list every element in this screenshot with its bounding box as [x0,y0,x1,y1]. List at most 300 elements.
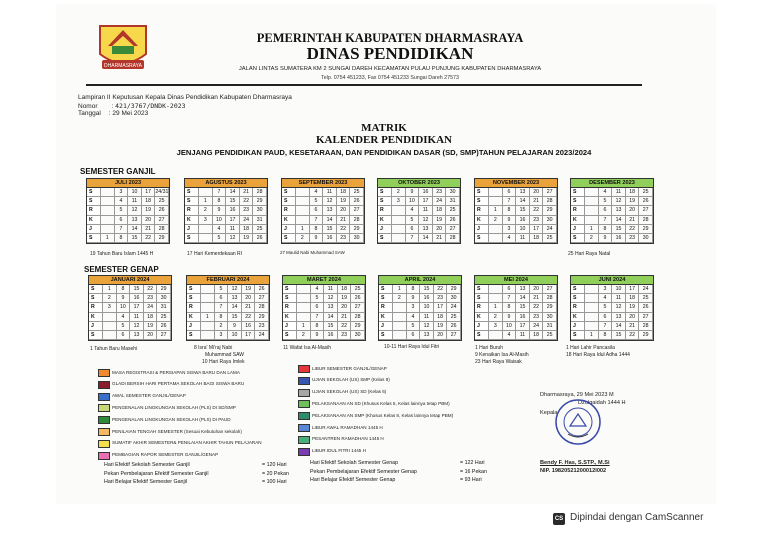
legend-swatch [298,424,310,432]
date-cell: 7 [311,313,325,322]
date-cell: 30 [543,313,557,322]
date-cell: 2 [392,188,406,197]
date-cell: 21 [242,303,256,312]
date-cell [392,225,406,234]
month-title: FEBRUARI 2024 [186,275,270,285]
month-grid [282,285,366,341]
day-label: K [89,313,103,322]
date-cell: 15 [612,331,626,340]
date-cell: 13 [612,206,626,215]
date-cell: 5 [215,285,229,294]
day-label: S [475,197,489,206]
legend-label: PELAKSANAAN AN SMP (Khusus Kelas 8, Kelas lainnya tetap PBM) [312,412,454,418]
date-cell: 25 [639,188,653,197]
day-label: S [283,331,297,340]
date-cell: 29 [639,331,653,340]
legend-swatch [298,448,310,456]
date-cell: 20 [144,331,158,340]
date-cell: 5 [407,322,421,331]
date-cell: 8 [117,285,131,294]
date-cell: 13 [323,206,337,215]
date-cell: 30 [639,234,653,243]
agency-contact: Telp. 0754 451233, Fax 0754 451233 Sungai Dareh 27573 [321,75,459,81]
date-cell: 27 [639,313,653,322]
date-cell: 21 [433,234,447,243]
date-cell: 23 [337,234,351,243]
legend-label: AWAL SEMESTER GANJIL/GENAP [112,393,186,399]
date-cell: 15 [324,322,338,331]
day-label: S [475,331,489,340]
date-cell: 26 [253,234,267,243]
date-cell: 14 [324,313,338,322]
date-cell [199,225,213,234]
date-cell: 3 [199,216,213,225]
date-cell [585,285,599,294]
date-cell: 19 [626,303,640,312]
month-title: JANUARI 2024 [88,275,172,285]
date-cell: 21 [626,216,640,225]
date-cell: 22 [142,234,156,243]
date-cell: 10 [406,197,420,206]
date-cell: 19 [338,294,352,303]
legend-label: LIBUR IDUL FITRI 1445 H [312,448,366,454]
date-cell: 15 [130,285,144,294]
date-cell: 2 [199,206,213,215]
note-april: 10-11 Hari Raya Idul Fitri [384,344,440,350]
date-cell [296,197,310,206]
month-grid [377,188,461,244]
date-cell: 25 [543,331,557,340]
day-label: S [378,188,392,197]
date-cell: 29 [155,234,169,243]
date-cell: 24/31 [155,188,169,197]
month-grid [570,285,654,341]
month-calendar [88,275,172,341]
date-cell [392,206,406,215]
note-maret: 11 Wafat Isa Al-Masih [283,345,332,351]
date-cell: 21 [338,313,352,322]
day-label: R [283,303,297,312]
summary-label: Hari Belajar Efektif Semester Genap [310,477,396,483]
date-cell [489,285,503,294]
legend-swatch [98,381,110,389]
date-cell: 25 [350,188,364,197]
date-cell [585,303,599,312]
date-cell: 23 [530,313,544,322]
date-cell: 11 [612,188,626,197]
date-cell: 24 [144,303,158,312]
legend-label: MASA REGISTRASI & PERSIAPAN SISWA BARU DAN LAMA [112,369,240,375]
date-cell: 29 [157,285,171,294]
date-cell: 9 [599,234,613,243]
date-cell: 4 [311,285,325,294]
signature-hijri: Dzulqaidah 1444 H [578,400,626,406]
day-label: R [87,206,101,215]
date-cell: 4 [310,188,324,197]
date-cell: 15 [516,303,530,312]
date-cell: 1 [199,197,213,206]
date-cell: 9 [503,313,517,322]
date-cell: 4 [115,197,129,206]
summary-value: = 93 Hari [460,477,482,483]
signature-nip: NIP. 19820521200012I002 [540,468,607,474]
date-cell: 10 [213,216,227,225]
day-label: J [283,322,297,331]
official-stamp [554,398,602,446]
date-cell [585,197,599,206]
date-cell: 16 [242,322,256,331]
day-label: S [379,331,393,340]
date-cell: 12 [612,197,626,206]
date-cell: 5 [599,303,613,312]
reference-nomor: Nomor : 421/3767/DNDK-2023 [78,102,186,110]
date-cell: 8 [503,206,517,215]
signature-role: Kepala [540,410,558,416]
day-label: J [89,322,103,331]
date-cell: 10 [420,303,434,312]
date-cell: 27 [447,331,461,340]
date-cell: 19 [240,234,254,243]
month-calendar [184,178,268,244]
date-cell: 29 [543,303,557,312]
date-cell: 15 [228,313,242,322]
date-cell: 19 [626,197,640,206]
day-label: S [379,285,393,294]
date-cell: 15 [612,225,626,234]
semester-genap-label: SEMESTER GENAP [84,265,159,274]
date-cell: 16 [226,206,240,215]
day-label: S [571,197,585,206]
day-label: K [571,313,585,322]
date-cell: 2 [489,216,503,225]
date-cell: 8 [213,197,227,206]
date-cell: 22 [626,331,640,340]
date-cell: 7 [115,225,129,234]
legend-swatch [98,428,110,436]
day-label: R [187,303,201,312]
date-cell: 2 [296,234,310,243]
date-cell: 9 [406,188,420,197]
date-cell [199,234,213,243]
date-cell [393,303,407,312]
date-cell: 26 [447,322,461,331]
date-cell: 4 [599,188,613,197]
date-cell [585,322,599,331]
day-label: S [475,285,489,294]
date-cell: 9 [503,216,517,225]
day-label: S [282,197,296,206]
month-title: AGUSTUS 2023 [184,178,268,188]
date-cell [101,225,115,234]
date-cell: 29 [639,225,653,234]
date-cell: 20 [626,313,640,322]
date-cell: 18 [337,188,351,197]
logo-text: DHARMASRAYA [104,63,142,69]
date-cell: 20 [338,303,352,312]
date-cell [296,216,310,225]
date-cell: 13 [420,331,434,340]
date-cell: 1 [297,322,311,331]
day-label: K [571,216,585,225]
day-label: S [571,331,585,340]
day-label: K [185,216,199,225]
date-cell: 23 [144,294,158,303]
day-label: K [475,313,489,322]
date-cell: 2 [297,331,311,340]
date-cell: 8 [503,303,517,312]
day-label: S [282,188,296,197]
day-label: S [379,294,393,303]
day-label: S [87,234,101,243]
date-cell: 9 [117,294,131,303]
date-cell: 7 [310,216,324,225]
date-cell [585,313,599,322]
date-cell [101,197,115,206]
date-cell: 8 [311,322,325,331]
semester-ganjil-label: SEMESTER GANJIL [80,167,156,176]
date-cell: 11 [516,331,530,340]
date-cell: 20 [530,188,544,197]
date-cell: 12 [420,322,434,331]
date-cell: 3 [115,188,129,197]
date-cell: 11 [419,206,433,215]
legend-label: PELAKSANAAN AN SD (Khusus Kelas 5, Kelas lainnya tetap PBM) [312,400,450,406]
month-title: NOVEMBER 2023 [474,178,558,188]
date-cell: 9 [228,322,242,331]
day-label: S [282,234,296,243]
date-cell: 18 [338,285,352,294]
date-cell: 3 [599,285,613,294]
month-grid [186,285,270,341]
camscanner-icon: CS [553,513,565,525]
month-calendar [570,275,654,341]
day-label: S [475,294,489,303]
month-calendar [378,275,462,341]
note-agustus: 17 Hari Kemerdekaan RI [187,251,243,257]
summary-label: Pekan Pembelajaran Efektif Semester Ganjil [104,470,209,477]
date-cell: 6 [503,285,517,294]
month-title: OKTOBER 2023 [377,178,461,188]
date-cell: 27 [543,188,557,197]
date-cell: 25 [351,285,365,294]
date-cell: 7 [213,188,227,197]
date-cell: 17 [626,285,640,294]
date-cell: 12 [612,303,626,312]
date-cell [103,331,117,340]
date-cell: 29 [351,322,365,331]
month-grid [88,285,172,341]
day-label: S [283,294,297,303]
date-cell: 3 [215,331,229,340]
date-cell: 27 [446,225,460,234]
month-grid [570,188,654,244]
legend-label: UJIAN SEKOLAH (US) SMP (Kelas 9) [312,377,390,383]
date-cell: 16 [323,234,337,243]
date-cell: 19 [337,197,351,206]
day-label: S [89,294,103,303]
date-cell: 15 [516,206,530,215]
legend-swatch [98,452,110,460]
day-label: R [185,206,199,215]
day-label: S [571,294,585,303]
date-cell: 14 [612,322,626,331]
date-cell: 31 [253,216,267,225]
legend-label: PENGENALAN LINGKUNGAN SEKOLAH (PLS) DI SD/SMP [112,404,236,410]
date-cell: 2 [215,322,229,331]
summary-label: Hari Belajar Efektif Semester Ganjil [104,479,188,485]
month-grid [378,285,462,341]
date-cell: 13 [128,216,142,225]
note-februari-2: Muhammad SAW [205,352,244,358]
date-cell: 28 [350,216,364,225]
day-label: J [282,225,296,234]
date-cell: 8 [407,285,421,294]
date-cell: 3 [407,303,421,312]
date-cell: 17 [142,188,156,197]
month-grid [474,188,558,244]
date-cell: 12 [130,322,144,331]
date-cell: 25 [155,197,169,206]
day-label: R [475,303,489,312]
month-calendar [474,178,558,244]
date-cell: 13 [324,303,338,312]
note-desember: 25 Hari Raya Natal [568,251,611,257]
note-januari: 1 Tahun Baru Masehi [90,346,138,352]
date-cell [101,188,115,197]
date-cell [393,322,407,331]
date-cell: 28 [351,313,365,322]
day-label: S [571,234,585,243]
date-cell: 29 [350,225,364,234]
date-cell: 8 [215,313,229,322]
date-cell: 5 [115,206,129,215]
date-cell: 31 [446,197,460,206]
date-cell: 20 [433,225,447,234]
date-cell: 9 [310,234,324,243]
legend-swatch [298,389,310,397]
legend-label: PESANTREN RAMADHAN 1445 H [312,436,384,442]
date-cell: 26 [351,294,365,303]
date-cell: 22 [338,322,352,331]
date-cell: 1 [585,331,599,340]
date-cell: 30 [446,188,460,197]
letterhead-divider [86,84,642,86]
date-cell: 6 [406,225,420,234]
day-label: K [282,216,296,225]
day-label: J [379,322,393,331]
date-cell: 26 [639,303,653,312]
date-cell: 30 [447,294,461,303]
date-cell: 1 [489,206,503,215]
day-label: S [378,234,392,243]
date-cell: 27 [639,206,653,215]
date-cell: 13 [419,225,433,234]
date-cell: 8 [310,225,324,234]
date-cell [489,197,503,206]
note-juli: 19 Tahun Baru Islam 1445 H [90,251,154,257]
day-label: S [378,197,392,206]
date-cell [201,322,215,331]
note-mei-1: 1 Hari Buruh [475,345,504,351]
date-cell [585,216,599,225]
date-cell: 22 [530,303,544,312]
date-cell: 10 [503,322,517,331]
date-cell: 11 [612,294,626,303]
day-label: K [378,216,392,225]
day-label: R [379,303,393,312]
date-cell [489,234,503,243]
date-cell: 26 [446,216,460,225]
month-title: APRIL 2024 [378,275,462,285]
date-cell [489,294,503,303]
date-cell: 8 [599,225,613,234]
date-cell: 2 [393,294,407,303]
date-cell [201,303,215,312]
date-cell [296,206,310,215]
date-cell: 21 [626,322,640,331]
date-cell: 13 [612,313,626,322]
reference-line: Lampiran II Keputusan Kepala Dinas Pendidikan Kabupaten Dharmasraya [78,94,292,101]
date-cell: 27 [543,285,557,294]
day-label: S [187,294,201,303]
legend-swatch [98,440,110,448]
date-cell: 22 [434,285,448,294]
date-cell: 1 [296,225,310,234]
date-cell: 13 [228,294,242,303]
date-cell: 1 [201,313,215,322]
date-cell [585,294,599,303]
legend-label: LIBUR SEMESTER GANJIL/GENAP [312,365,387,371]
date-cell: 24 [433,197,447,206]
month-calendar [282,275,366,341]
date-cell: 19 [434,322,448,331]
date-cell [393,313,407,322]
date-cell [201,285,215,294]
note-juni-2: 18 Hari Raya Idul Adha 1444 [566,352,630,358]
title-jenjang: JENJANG PENDIDIKAN PAUD, KESETARAAN, DAN PENDIDIKAN DASAR (SD, SMP)TAHUN PELAJARAN 2023/2024 [176,148,592,157]
note-mei-2: 9 Kenaikan Isa Al-Masih [475,352,529,358]
date-cell: 20 [242,294,256,303]
summary-label: Pekan Pembelajaran Efektif Semester Genap [310,468,417,475]
date-cell: 28 [255,303,269,312]
date-cell: 24 [639,285,653,294]
date-cell: 18 [530,331,544,340]
date-cell: 3 [103,303,117,312]
legend-swatch [98,369,110,377]
date-cell: 7 [599,216,613,225]
summary-value: = 16 Pekan [460,468,487,475]
legend-swatch [298,400,310,408]
date-cell: 26 [350,197,364,206]
date-cell [201,294,215,303]
month-grid [184,188,268,244]
date-cell: 16 [130,294,144,303]
note-februari-3: 10 Hari Raya Imlek [202,359,245,365]
date-cell: 12 [226,234,240,243]
date-cell: 21 [530,294,544,303]
day-label: J [571,322,585,331]
legend-label: SUMATIF AKHIR SEMESTER& PENILAIAN AKHIR TAHUN PELAJARAN [112,440,262,446]
day-label: S [571,188,585,197]
date-cell: 6 [599,313,613,322]
date-cell: 25 [543,234,557,243]
date-cell [296,188,310,197]
date-cell: 3 [503,225,517,234]
legend-swatch [98,416,110,424]
date-cell: 22 [626,225,640,234]
date-cell: 10 [228,331,242,340]
agency-address: JALAN LINTAS SUMATERA KM 2 SUNGAI DAREH KECAMATAN PULAU PUNJUNG KABUPATEN DHARMASRAYA [238,66,542,72]
